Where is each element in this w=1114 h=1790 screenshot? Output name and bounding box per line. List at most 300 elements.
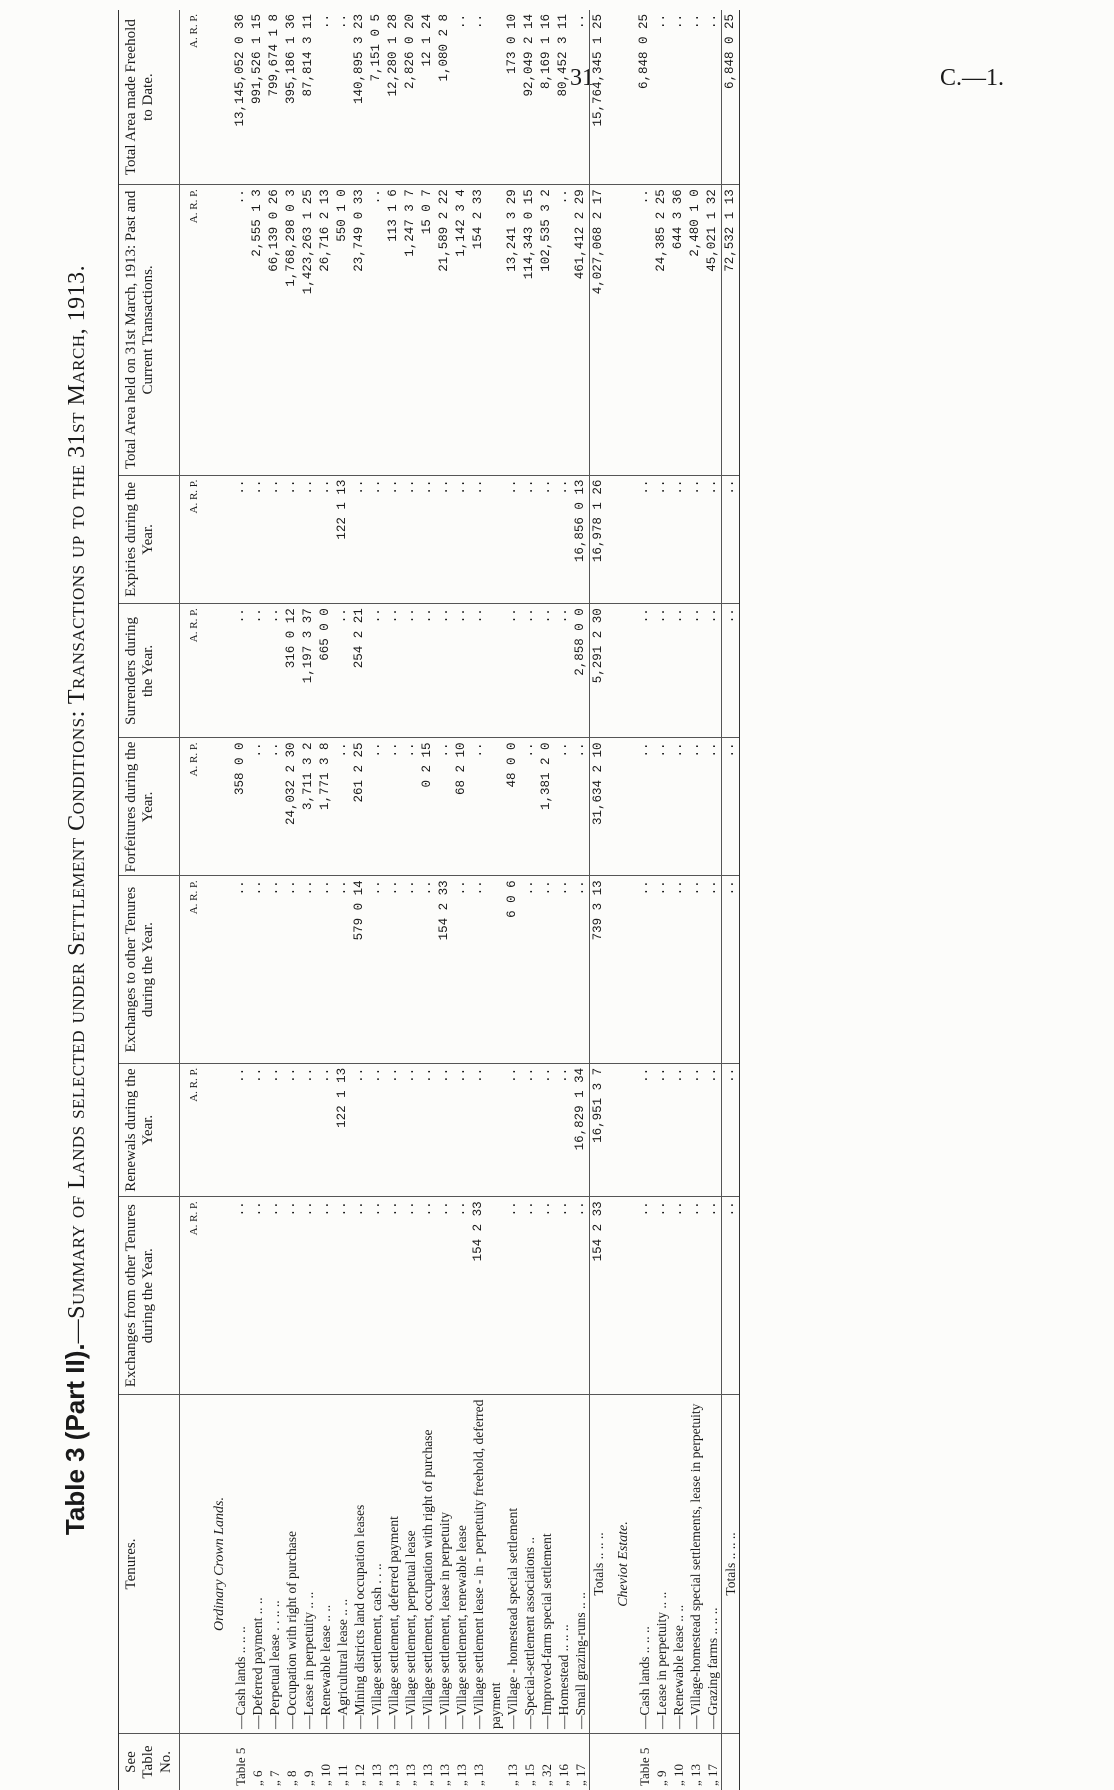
rotated-table-page xyxy=(60,10,1060,1790)
surrenders-cell: .. xyxy=(470,604,504,738)
table-row xyxy=(704,10,722,1790)
tenure-cell: —Village settlement, renewable lease xyxy=(453,1395,470,1734)
document-code: C.—1. xyxy=(940,65,1004,92)
tenure-cell: —Village settlement lease - in - perpetuity freehold, deferred payment xyxy=(470,1395,504,1734)
exch-to-cell: .. xyxy=(636,876,653,1064)
renewals-cell: .. xyxy=(266,1063,283,1197)
empty-cell xyxy=(203,604,232,738)
surrenders-cell: .. xyxy=(453,604,470,738)
surrenders-cell: 316 0 12 xyxy=(283,604,300,738)
table-title-main: Table 3 (Part II). xyxy=(60,1343,90,1535)
held-cell: 45,021 1 32 xyxy=(704,185,722,475)
see-table-cell: „ 12 xyxy=(351,1734,368,1790)
col-surrenders: Surrenders during the Year. xyxy=(119,604,180,738)
surrenders-cell: .. xyxy=(687,604,704,738)
total-renewals-cell: .. xyxy=(721,1063,739,1197)
held-cell: 13,241 3 29 xyxy=(504,185,521,475)
freehold-cell: .. xyxy=(704,10,722,185)
tenure-cell: —Village settlement, perpetual lease xyxy=(402,1395,419,1734)
freehold-cell: 173 0 10 xyxy=(504,10,521,185)
renewals-cell: .. xyxy=(670,1063,687,1197)
expiries-cell: .. xyxy=(470,475,504,604)
tenure-cell: —Cash lands .. .. .. xyxy=(636,1395,653,1734)
expiries-cell: .. xyxy=(687,475,704,604)
table-row xyxy=(249,10,266,1790)
tenure-cell: —Special-settlement associations .. xyxy=(521,1395,538,1734)
exch-to-cell: 6 0 6 xyxy=(504,876,521,1064)
expiries-cell: .. xyxy=(636,475,653,604)
freehold-cell: 991,526 1 15 xyxy=(249,10,266,185)
see-table-cell: „ 17 xyxy=(704,1734,722,1790)
exch-from-cell: .. xyxy=(538,1197,555,1395)
unit-label: A. R. P. xyxy=(179,876,203,1064)
surrenders-cell: .. xyxy=(402,604,419,738)
exch-from-cell: .. xyxy=(351,1197,368,1395)
surrenders-cell: 665 0 0 xyxy=(317,604,334,738)
surrenders-cell: 254 2 21 xyxy=(351,604,368,738)
total-freehold-cell: 6,848 0 25 xyxy=(721,10,739,185)
renewals-cell: .. xyxy=(504,1063,521,1197)
see-table-cell: „ 7 xyxy=(266,1734,283,1790)
forfeitures-cell: 261 2 25 xyxy=(351,738,368,876)
see-table-cell: „ 13 xyxy=(687,1734,704,1790)
see-table-cell: „ 13 xyxy=(504,1734,521,1790)
freehold-cell: 7,151 0 5 xyxy=(368,10,385,185)
section-heading-row xyxy=(607,10,636,1790)
exch-from-cell: .. xyxy=(368,1197,385,1395)
empty-cell xyxy=(607,738,636,876)
freehold-cell: 13,145,052 0 36 xyxy=(232,10,249,185)
empty-cell xyxy=(607,475,636,604)
section-heading: Cheviot Estate. xyxy=(607,1395,636,1734)
expiries-cell: .. xyxy=(385,475,402,604)
renewals-cell: .. xyxy=(300,1063,317,1197)
forfeitures-cell: .. xyxy=(555,738,572,876)
expiries-cell: .. xyxy=(436,475,453,604)
col-forfeitures: Forfeitures during the Year. xyxy=(119,738,180,876)
exch-from-cell: .. xyxy=(687,1197,704,1395)
exch-from-cell: .. xyxy=(385,1197,402,1395)
units-row xyxy=(179,10,203,1790)
exch-from-cell: .. xyxy=(653,1197,670,1395)
renewals-cell: 16,829 1 34 xyxy=(572,1063,590,1197)
held-cell: .. xyxy=(232,185,249,475)
held-cell: 1,247 3 7 xyxy=(402,185,419,475)
surrenders-cell: 2,858 0 0 xyxy=(572,604,590,738)
totals-row xyxy=(589,10,607,1790)
table-row xyxy=(555,10,572,1790)
tenure-cell: —Lease in perpetuity .. .. xyxy=(300,1395,317,1734)
forfeitures-cell: .. xyxy=(470,738,504,876)
held-cell: 21,589 2 22 xyxy=(436,185,453,475)
table-row xyxy=(266,10,283,1790)
exch-to-cell: .. xyxy=(572,876,590,1064)
see-table-cell: „ 10 xyxy=(670,1734,687,1790)
col-expiries: Expiries during the Year. xyxy=(119,475,180,604)
renewals-cell: .. xyxy=(351,1063,368,1197)
empty-cell xyxy=(607,10,636,185)
col-total-freehold: Total Area made Freehold to Date. xyxy=(119,10,180,185)
freehold-cell: 6,848 0 25 xyxy=(636,10,653,185)
expiries-cell: .. xyxy=(351,475,368,604)
table-title xyxy=(60,10,108,1790)
forfeitures-cell: 24,032 2 30 xyxy=(283,738,300,876)
see-table-cell xyxy=(203,1734,232,1790)
renewals-cell: 122 1 13 xyxy=(334,1063,351,1197)
unit-label: A. R. P. xyxy=(179,1197,203,1395)
total-exch-from-cell: 154 2 33 xyxy=(589,1197,607,1395)
total-forfeitures-cell: .. xyxy=(721,738,739,876)
freehold-cell: 12,280 1 28 xyxy=(385,10,402,185)
summary-table xyxy=(118,10,740,1790)
table-row xyxy=(351,10,368,1790)
page-number: 31 xyxy=(570,65,594,92)
totals-label: Totals .. .. .. xyxy=(589,1395,607,1734)
empty-cell xyxy=(607,604,636,738)
held-cell: 644 3 36 xyxy=(670,185,687,475)
exch-to-cell: .. xyxy=(283,876,300,1064)
exch-from-cell: .. xyxy=(317,1197,334,1395)
exch-from-cell: .. xyxy=(504,1197,521,1395)
renewals-cell: .. xyxy=(538,1063,555,1197)
total-exch-to-cell: 739 3 13 xyxy=(589,876,607,1064)
held-cell: .. xyxy=(636,185,653,475)
exch-to-cell: .. xyxy=(300,876,317,1064)
table-row xyxy=(283,10,300,1790)
expiries-cell: .. xyxy=(504,475,521,604)
expiries-cell: 122 1 13 xyxy=(334,475,351,604)
held-cell: 2,480 1 0 xyxy=(687,185,704,475)
tenure-cell: —Cash lands .. .. .. xyxy=(232,1395,249,1734)
exch-from-cell: .. xyxy=(572,1197,590,1395)
held-cell: 24,385 2 25 xyxy=(653,185,670,475)
table-row xyxy=(300,10,317,1790)
surrenders-cell: 1,197 3 37 xyxy=(300,604,317,738)
renewals-cell: .. xyxy=(436,1063,453,1197)
held-cell: 1,423,263 1 25 xyxy=(300,185,317,475)
see-table-cell: „ 15 xyxy=(521,1734,538,1790)
tenure-cell: —Improved-farm special settlement xyxy=(538,1395,555,1734)
exch-to-cell: .. xyxy=(687,876,704,1064)
freehold-cell: .. xyxy=(334,10,351,185)
total-surrenders-cell: .. xyxy=(721,604,739,738)
tenure-cell: —Village settlement, deferred payment xyxy=(385,1395,402,1734)
exch-to-cell: .. xyxy=(670,876,687,1064)
empty-cell xyxy=(203,475,232,604)
see-table-cell: „ 13 xyxy=(470,1734,504,1790)
see-table-cell: „ 17 xyxy=(572,1734,590,1790)
expiries-cell: .. xyxy=(300,475,317,604)
see-table-cell: „ 13 xyxy=(436,1734,453,1790)
exch-from-cell: .. xyxy=(704,1197,722,1395)
exch-to-cell: .. xyxy=(653,876,670,1064)
surrenders-cell: .. xyxy=(334,604,351,738)
see-table-cell xyxy=(589,1734,607,1790)
col-exchanges-from: Exchanges from other Tenures during the Year. xyxy=(119,1197,180,1395)
table-row xyxy=(470,10,504,1790)
see-table-cell: „ 13 xyxy=(402,1734,419,1790)
surrenders-cell: .. xyxy=(249,604,266,738)
forfeitures-cell: 3,711 3 2 xyxy=(300,738,317,876)
tenure-cell: —Renewable lease .. .. xyxy=(317,1395,334,1734)
col-tenures: Tenures. xyxy=(119,1395,180,1734)
held-cell: 113 1 6 xyxy=(385,185,402,475)
tenure-cell: —Small grazing-runs .. .. xyxy=(572,1395,590,1734)
table-body xyxy=(179,10,739,1790)
exch-from-cell: .. xyxy=(521,1197,538,1395)
exch-from-cell: .. xyxy=(670,1197,687,1395)
expiries-cell: 16,856 0 13 xyxy=(572,475,590,604)
surrenders-cell: .. xyxy=(636,604,653,738)
surrenders-cell: .. xyxy=(436,604,453,738)
surrenders-cell: .. xyxy=(538,604,555,738)
total-surrenders-cell: 5,291 2 30 xyxy=(589,604,607,738)
exch-to-cell: .. xyxy=(704,876,722,1064)
surrenders-cell: .. xyxy=(266,604,283,738)
renewals-cell: .. xyxy=(283,1063,300,1197)
forfeitures-cell: .. xyxy=(704,738,722,876)
surrenders-cell: .. xyxy=(368,604,385,738)
exch-to-cell: .. xyxy=(249,876,266,1064)
held-cell: 15 0 7 xyxy=(419,185,436,475)
forfeitures-cell: .. xyxy=(670,738,687,876)
tenure-cell: —Occupation with right of purchase xyxy=(283,1395,300,1734)
see-table-cell: „ 11 xyxy=(334,1734,351,1790)
held-cell: 550 1 0 xyxy=(334,185,351,475)
freehold-cell: 140,895 3 23 xyxy=(351,10,368,185)
empty-cell xyxy=(607,1197,636,1395)
see-table-cell: „ 9 xyxy=(653,1734,670,1790)
unit-label: A. R. P. xyxy=(179,738,203,876)
exch-from-cell: .. xyxy=(402,1197,419,1395)
table-row xyxy=(419,10,436,1790)
table-row xyxy=(436,10,453,1790)
tenure-cell: —Agricultural lease .. .. xyxy=(334,1395,351,1734)
renewals-cell: .. xyxy=(636,1063,653,1197)
expiries-cell: .. xyxy=(538,475,555,604)
renewals-cell: .. xyxy=(368,1063,385,1197)
table-row xyxy=(334,10,351,1790)
surrenders-cell: .. xyxy=(521,604,538,738)
empty-cell xyxy=(607,185,636,475)
tenure-cell: —Village settlement, cash . . .. xyxy=(368,1395,385,1734)
renewals-cell: .. xyxy=(470,1063,504,1197)
exch-to-cell: .. xyxy=(368,876,385,1064)
freehold-cell: .. xyxy=(453,10,470,185)
expiries-cell: .. xyxy=(419,475,436,604)
see-table-cell: „ 13 xyxy=(419,1734,436,1790)
see-table-cell: „ 8 xyxy=(283,1734,300,1790)
see-table-cell: „ 32 xyxy=(538,1734,555,1790)
exch-to-cell: .. xyxy=(232,876,249,1064)
exch-to-cell: .. xyxy=(402,876,419,1064)
empty-cell xyxy=(203,1197,232,1395)
tenure-cell: —Village-homestead special settlements, lease in perpetuity xyxy=(687,1395,704,1734)
freehold-cell: 2,826 0 20 xyxy=(402,10,419,185)
expiries-cell: .. xyxy=(453,475,470,604)
exch-to-cell: .. xyxy=(470,876,504,1064)
see-table-cell: „ 13 xyxy=(385,1734,402,1790)
exch-from-cell: .. xyxy=(636,1197,653,1395)
renewals-cell: .. xyxy=(453,1063,470,1197)
total-held-cell: 4,027,068 2 17 xyxy=(589,185,607,475)
exch-to-cell: .. xyxy=(453,876,470,1064)
empty-cell xyxy=(203,185,232,475)
total-exch-from-cell: .. xyxy=(721,1197,739,1395)
renewals-cell: .. xyxy=(249,1063,266,1197)
tenure-cell: —Mining districts land occupation leases xyxy=(351,1395,368,1734)
held-cell: 102,535 3 2 xyxy=(538,185,555,475)
see-table-cell: „ 10 xyxy=(317,1734,334,1790)
forfeitures-cell: 358 0 0 xyxy=(232,738,249,876)
see-table-cell: „ 13 xyxy=(453,1734,470,1790)
freehold-cell: .. xyxy=(653,10,670,185)
held-cell: .. xyxy=(555,185,572,475)
tenure-cell: —Homestead .. .. .. xyxy=(555,1395,572,1734)
empty-cell xyxy=(203,738,232,876)
freehold-cell: 8,169 1 16 xyxy=(538,10,555,185)
renewals-cell: .. xyxy=(555,1063,572,1197)
exch-from-cell: .. xyxy=(419,1197,436,1395)
empty-cell xyxy=(203,10,232,185)
exch-from-cell: .. xyxy=(555,1197,572,1395)
exch-to-cell: .. xyxy=(334,876,351,1064)
total-exch-to-cell: .. xyxy=(721,876,739,1064)
expiries-cell: .. xyxy=(704,475,722,604)
see-table-cell: Table 5 xyxy=(232,1734,249,1790)
table-row xyxy=(572,10,590,1790)
see-table-cell: „ 9 xyxy=(300,1734,317,1790)
table-row xyxy=(636,10,653,1790)
held-cell: 461,412 2 29 xyxy=(572,185,590,475)
expiries-cell: .. xyxy=(368,475,385,604)
freehold-cell: 92,049 2 14 xyxy=(521,10,538,185)
table-row xyxy=(317,10,334,1790)
renewals-cell: .. xyxy=(232,1063,249,1197)
exch-to-cell: .. xyxy=(419,876,436,1064)
header-row xyxy=(119,10,180,1790)
surrenders-cell: .. xyxy=(419,604,436,738)
tenure-cell: —Perpetual lease . . .. .. xyxy=(266,1395,283,1734)
forfeitures-cell: .. xyxy=(368,738,385,876)
held-cell: 2,555 1 3 xyxy=(249,185,266,475)
table-row xyxy=(504,10,521,1790)
held-cell: 154 2 33 xyxy=(470,185,504,475)
forfeitures-cell: .. xyxy=(687,738,704,876)
unit-label: A. R. P. xyxy=(179,604,203,738)
forfeitures-cell: .. xyxy=(436,738,453,876)
empty-cell xyxy=(607,1063,636,1197)
table-row xyxy=(402,10,419,1790)
empty-cell xyxy=(203,1063,232,1197)
exch-to-cell: .. xyxy=(521,876,538,1064)
renewals-cell: .. xyxy=(687,1063,704,1197)
forfeitures-cell: .. xyxy=(636,738,653,876)
expiries-cell: .. xyxy=(249,475,266,604)
surrenders-cell: .. xyxy=(504,604,521,738)
totals-label: Totals .. .. .. xyxy=(721,1395,739,1734)
forfeitures-cell: 1,771 3 8 xyxy=(317,738,334,876)
col-renewals: Renewals during the Year. xyxy=(119,1063,180,1197)
see-table-cell: „ 16 xyxy=(555,1734,572,1790)
exch-from-cell: .. xyxy=(334,1197,351,1395)
total-forfeitures-cell: 31,634 2 10 xyxy=(589,738,607,876)
table-title-rest: —Summary of Lands selected under Settlement Conditions: Transactions up to the 31st March, 1913. xyxy=(64,265,90,1343)
forfeitures-cell: .. xyxy=(402,738,419,876)
see-table-cell xyxy=(607,1734,636,1790)
table-row xyxy=(385,10,402,1790)
tenure-cell: —Grazing farms .. .. .. xyxy=(704,1395,722,1734)
exch-from-cell: .. xyxy=(283,1197,300,1395)
tenure-cell: —Village - homestead special settlement xyxy=(504,1395,521,1734)
forfeitures-cell: .. xyxy=(385,738,402,876)
table-row xyxy=(538,10,555,1790)
surrenders-cell: .. xyxy=(653,604,670,738)
expiries-cell: .. xyxy=(555,475,572,604)
surrenders-cell: .. xyxy=(670,604,687,738)
see-table-cell xyxy=(721,1734,739,1790)
exch-to-cell: .. xyxy=(317,876,334,1064)
freehold-cell: .. xyxy=(687,10,704,185)
empty-cell xyxy=(607,876,636,1064)
expiries-cell: .. xyxy=(653,475,670,604)
exch-to-cell: 579 0 14 xyxy=(351,876,368,1064)
held-cell: 1,142 3 4 xyxy=(453,185,470,475)
held-cell: 114,343 0 15 xyxy=(521,185,538,475)
table-row xyxy=(521,10,538,1790)
forfeitures-cell: 68 2 10 xyxy=(453,738,470,876)
unit-label: A. R. P. xyxy=(179,185,203,475)
held-cell: .. xyxy=(368,185,385,475)
exch-to-cell: .. xyxy=(266,876,283,1064)
held-cell: 26,716 2 13 xyxy=(317,185,334,475)
held-cell: 1,768,298 0 3 xyxy=(283,185,300,475)
surrenders-cell: .. xyxy=(704,604,722,738)
freehold-cell: 12 1 24 xyxy=(419,10,436,185)
table-row xyxy=(232,10,249,1790)
freehold-cell: .. xyxy=(572,10,590,185)
renewals-cell: .. xyxy=(521,1063,538,1197)
expiries-cell: .. xyxy=(283,475,300,604)
table-row xyxy=(670,10,687,1790)
renewals-cell: .. xyxy=(704,1063,722,1197)
forfeitures-cell: 0 2 15 xyxy=(419,738,436,876)
forfeitures-cell: .. xyxy=(521,738,538,876)
tenure-cell: —Village settlement, occupation with right of purchase xyxy=(419,1395,436,1734)
exch-from-cell: 154 2 33 xyxy=(470,1197,504,1395)
total-expiries-cell: 16,978 1 26 xyxy=(589,475,607,604)
unit-label: A. R. P. xyxy=(179,1063,203,1197)
col-exchanges-to: Exchanges to other Tenures during the Year. xyxy=(119,876,180,1064)
total-freehold-cell: 15,764,345 1 25 xyxy=(589,10,607,185)
exch-to-cell: .. xyxy=(538,876,555,1064)
exch-from-cell: .. xyxy=(300,1197,317,1395)
surrenders-cell: .. xyxy=(385,604,402,738)
col-total-held: Total Area held on 31st March, 1913: Past and Current Transactions. xyxy=(119,185,180,475)
exch-from-cell: .. xyxy=(436,1197,453,1395)
tenure-cell: —Village settlement, lease in perpetuity xyxy=(436,1395,453,1734)
forfeitures-cell: .. xyxy=(653,738,670,876)
forfeitures-cell: 48 0 0 xyxy=(504,738,521,876)
tenure-cell: —Renewable lease .. .. xyxy=(670,1395,687,1734)
table-row xyxy=(368,10,385,1790)
exch-to-cell: 154 2 33 xyxy=(436,876,453,1064)
expiries-cell: .. xyxy=(521,475,538,604)
exch-to-cell: .. xyxy=(385,876,402,1064)
col-see-table: See Table No. xyxy=(119,1734,180,1790)
section-heading-row xyxy=(203,10,232,1790)
expiries-cell: .. xyxy=(317,475,334,604)
